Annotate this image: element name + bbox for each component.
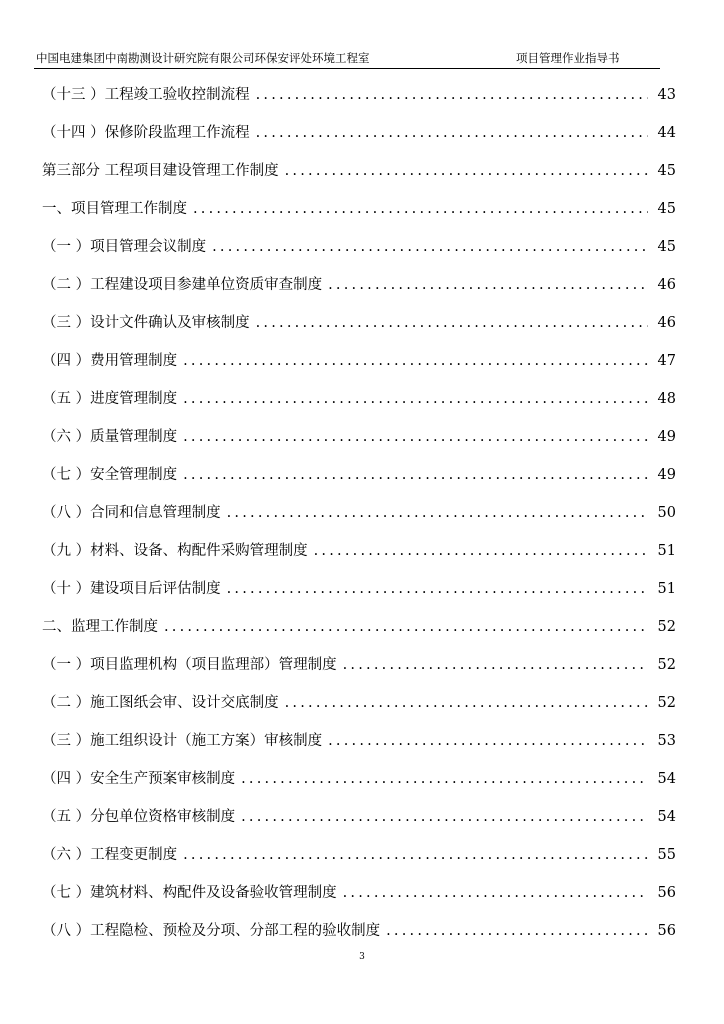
table-of-contents <box>42 82 676 956</box>
toc-entry-page-number: 52 <box>657 695 676 711</box>
toc-entry-page-number: 56 <box>657 923 676 939</box>
toc-entry-title: （六 ）质量管理制度 <box>42 429 178 445</box>
toc-dot-leader <box>193 196 648 222</box>
toc-entry-title: （十四 ）保修阶段监理工作流程 <box>42 125 250 141</box>
toc-entry-title: （五 ）进度管理制度 <box>42 391 178 407</box>
toc-entry[interactable] <box>42 82 676 120</box>
toc-entry-page-number: 46 <box>657 277 676 293</box>
toc-entry-title: （三 ）设计文件确认及审核制度 <box>42 315 250 331</box>
toc-entry[interactable] <box>42 614 676 652</box>
toc-entry-title: （七 ）建筑材料、构配件及设备验收管理制度 <box>42 885 337 901</box>
toc-dot-leader <box>328 728 648 754</box>
toc-dot-leader <box>285 158 648 184</box>
toc-dot-leader <box>328 272 648 298</box>
toc-entry[interactable] <box>42 880 676 918</box>
toc-dot-leader <box>227 576 648 602</box>
toc-entry[interactable] <box>42 842 676 880</box>
toc-entry[interactable] <box>42 386 676 424</box>
toc-entry-title: （六 ）工程变更制度 <box>42 847 178 863</box>
toc-entry-title: （九 ）材料、设备、构配件采购管理制度 <box>42 543 308 559</box>
toc-entry-title: （四 ）费用管理制度 <box>42 353 178 369</box>
toc-entry-page-number: 48 <box>657 391 676 407</box>
toc-entry-page-number: 54 <box>657 809 676 825</box>
toc-entry-page-number: 52 <box>657 619 676 635</box>
toc-entry-title: （五 ）分包单位资格审核制度 <box>42 809 236 825</box>
toc-dot-leader <box>256 310 648 336</box>
toc-dot-leader <box>212 234 648 260</box>
toc-entry-page-number: 50 <box>657 505 676 521</box>
toc-dot-leader <box>241 766 648 792</box>
toc-entry-page-number: 51 <box>657 543 676 559</box>
toc-entry[interactable] <box>42 424 676 462</box>
toc-entry-page-number: 43 <box>657 87 676 103</box>
toc-entry-page-number: 52 <box>657 657 676 673</box>
toc-entry-page-number: 47 <box>657 353 676 369</box>
toc-entry-page-number: 49 <box>657 429 676 445</box>
toc-entry[interactable] <box>42 120 676 158</box>
toc-entry[interactable] <box>42 500 676 538</box>
toc-entry[interactable] <box>42 234 676 272</box>
toc-dot-leader <box>183 842 648 868</box>
toc-entry[interactable] <box>42 310 676 348</box>
toc-dot-leader <box>386 918 648 944</box>
toc-dot-leader <box>343 880 648 906</box>
toc-entry[interactable] <box>42 690 676 728</box>
toc-entry-title: （二 ）施工图纸会审、设计交底制度 <box>42 695 279 711</box>
toc-dot-leader <box>241 804 648 830</box>
header-document-title: 项目管理作业指导书 <box>516 51 620 65</box>
toc-dot-leader <box>285 690 648 716</box>
toc-entry-page-number: 49 <box>657 467 676 483</box>
toc-entry-title: （八 ）合同和信息管理制度 <box>42 505 221 521</box>
toc-entry[interactable] <box>42 728 676 766</box>
toc-entry[interactable] <box>42 576 676 614</box>
toc-entry-title: （十 ）建设项目后评估制度 <box>42 581 221 597</box>
toc-entry-title: （一 ）项目管理会议制度 <box>42 239 207 255</box>
toc-entry-page-number: 45 <box>657 239 676 255</box>
toc-entry-title: （十三 ）工程竣工验收控制流程 <box>42 87 250 103</box>
toc-entry[interactable] <box>42 538 676 576</box>
toc-entry-page-number: 53 <box>657 733 676 749</box>
toc-entry-page-number: 54 <box>657 771 676 787</box>
toc-entry[interactable] <box>42 918 676 956</box>
toc-entry-title: （七 ）安全管理制度 <box>42 467 178 483</box>
toc-dot-leader <box>256 82 648 108</box>
toc-entry-page-number: 55 <box>657 847 676 863</box>
toc-entry-title: 第三部分 工程项目建设管理工作制度 <box>42 163 279 179</box>
toc-entry-page-number: 44 <box>657 125 676 141</box>
toc-entry[interactable] <box>42 804 676 842</box>
toc-dot-leader <box>183 348 648 374</box>
toc-entry[interactable] <box>42 766 676 804</box>
toc-entry[interactable] <box>42 196 676 234</box>
toc-entry-title: （一 ）项目监理机构（项目监理部）管理制度 <box>42 657 337 673</box>
toc-dot-leader <box>183 462 648 488</box>
toc-entry-page-number: 45 <box>657 163 676 179</box>
toc-entry-page-number: 56 <box>657 885 676 901</box>
toc-entry[interactable] <box>42 158 676 196</box>
toc-entry-page-number: 51 <box>657 581 676 597</box>
toc-entry[interactable] <box>42 462 676 500</box>
toc-dot-leader <box>227 500 648 526</box>
toc-dot-leader <box>256 120 648 146</box>
toc-entry-title: 二、监理工作制度 <box>42 619 158 635</box>
toc-dot-leader <box>314 538 648 564</box>
toc-entry-page-number: 46 <box>657 315 676 331</box>
toc-entry-title: （三 ）施工组织设计（施工方案）审核制度 <box>42 733 323 749</box>
toc-entry[interactable] <box>42 272 676 310</box>
toc-entry-title: 一、项目管理工作制度 <box>42 201 187 217</box>
toc-dot-leader <box>164 614 648 640</box>
toc-dot-leader <box>183 424 648 450</box>
toc-dot-leader <box>343 652 648 678</box>
toc-entry-title: （八 ）工程隐检、预检及分项、分部工程的验收制度 <box>42 923 381 939</box>
footer-page-number: 3 <box>359 952 365 962</box>
toc-entry-page-number: 45 <box>657 201 676 217</box>
toc-entry-title: （二 ）工程建设项目参建单位资质审查制度 <box>42 277 323 293</box>
page-header <box>34 50 660 69</box>
toc-entry-title: （四 ）安全生产预案审核制度 <box>42 771 236 787</box>
toc-entry[interactable] <box>42 652 676 690</box>
toc-dot-leader <box>183 386 648 412</box>
header-organization: 中国电建集团中南勘测设计研究院有限公司环保安评处环境工程室 <box>36 51 370 65</box>
toc-entry[interactable] <box>42 348 676 386</box>
